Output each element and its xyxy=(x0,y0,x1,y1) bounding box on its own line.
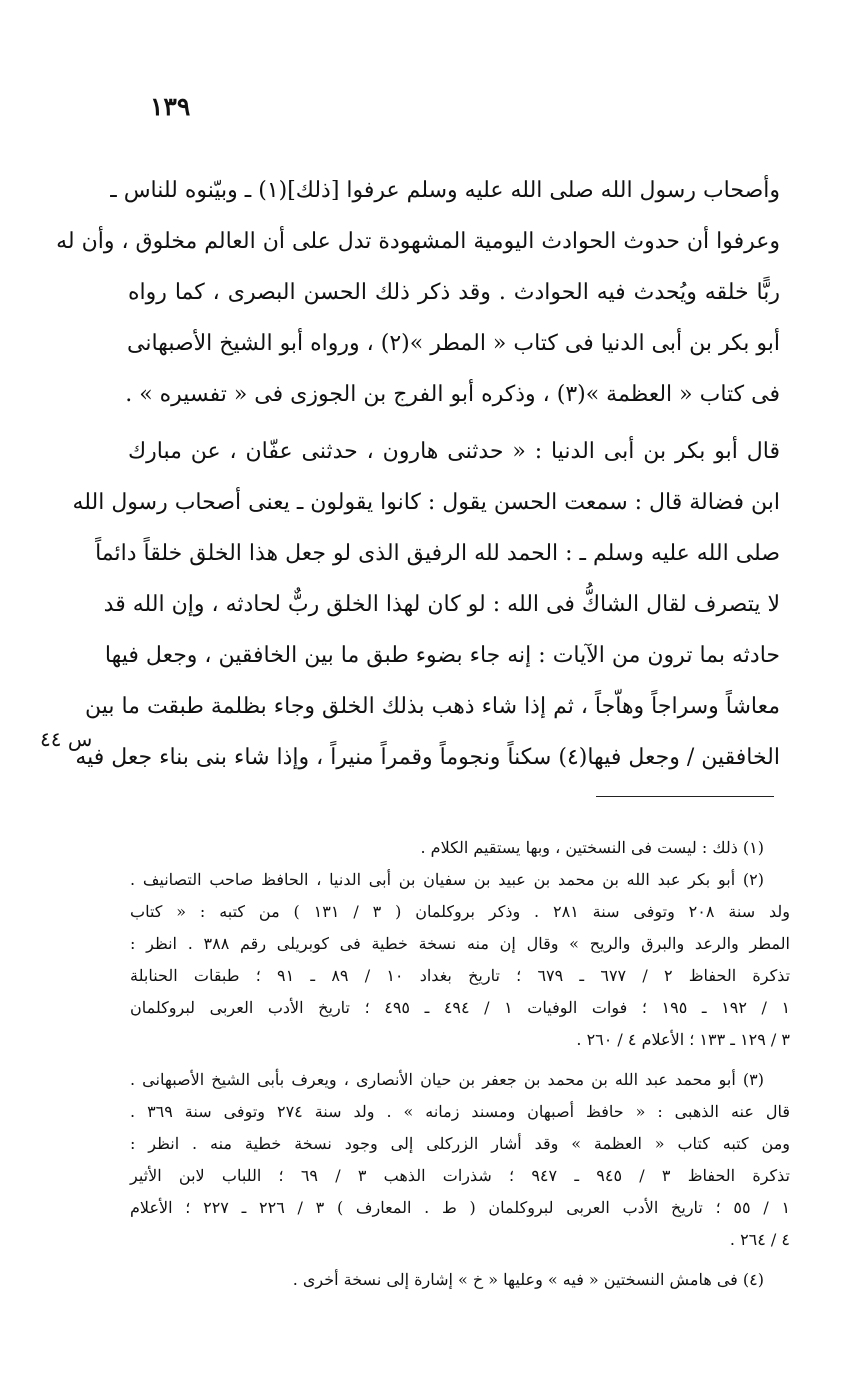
footnote-3-line: ١ / ٥٥ ؛ تاريخ الأدب العربى لبروكلمان ( ط . المعارف ) ٣ / ٢٢٦ ـ ٢٢٧ ؛ الأعلام xyxy=(130,1198,791,1217)
footnote-3-line: ٤ / ٢٦٤ . xyxy=(729,1230,790,1249)
footnote-1-line: (١) ذلك : ليست فى النسختين ، وبها يستقيم الكلام . xyxy=(420,838,764,857)
main-line: فى كتاب « العظمة »(٣) ، وذكره أبو الفرج بن الجوزى فى « تفسيره » . xyxy=(125,382,780,407)
main-line: صلى الله عليه وسلم ـ : الحمد لله الرفيق الذى لو جعل هذا الخلق خلقاً دائماً xyxy=(95,541,780,566)
footnote-4-line: (٤) فى هامش النسختين « فيه » وعليها « خ » إشارة إلى نسخة أخرى . xyxy=(292,1270,764,1289)
footnote-3-line: ومن كتبه كتاب « العظمة » وقد أشار الزركلى إلى وجود نسخة خطية منه . انظر : xyxy=(130,1134,790,1153)
main-line: معاشاً وسراجاً وهاّجاً ، ثم إذا شاء ذهب بذلك الخلق وجاء بظلمة طبقت ما بين xyxy=(84,694,780,719)
footnote-2-line: (٢) أبو بكر عبد الله بن محمد بن عبيد بن سفيان بن أبى الدنيا ، الحافظ صاحب التصانيف . xyxy=(130,870,764,889)
main-line: حادثه بما ترون من الآيات : إنه جاء بضوء طبق ما بين الخافقين ، وجعل فيها xyxy=(104,643,780,668)
footnote-3-line: (٣) أبو محمد عبد الله بن محمد بن جعفر بن حيان الأنصارى ، ويعرف بأبى الشيخ الأصبهانى . xyxy=(130,1070,764,1089)
main-line: وعرفوا أن حدوث الحوادث اليومية المشهودة تدل على أن العالم مخلوق ، وأن له xyxy=(56,229,780,254)
footnote-2-line: المطر والرعد والبرق والريح » وقال إن منه نسخة خطية فى كوبريلى رقم ٣٨٨ . انظر : xyxy=(130,934,790,953)
footnote-2-line: تذكرة الحفاظ ٢ / ٦٧٧ ـ ٦٧٩ ؛ تاريخ بغداد ١٠ / ٨٩ ـ ٩١ ؛ طبقات الحنابلة xyxy=(130,966,791,985)
footnote-3-line: تذكرة الحفاظ ٣ / ٩٤٥ ـ ٩٤٧ ؛ شذرات الذهب ٣ / ٦٩ ؛ اللباب لابن الأثير xyxy=(130,1166,791,1185)
footnote-2-line: ٣ / ١٢٩ ـ ١٣٣ ؛ الأعلام ٤ / ٢٦٠ . xyxy=(576,1030,790,1049)
footnote-divider xyxy=(596,796,774,797)
main-line: الخافقين / وجعل فيها(٤) سكناً ونجوماً وقمراً منيراً ، وإذا شاء بنى بناء جعل فيه xyxy=(75,745,780,770)
footnote-3-line: قال عنه الذهبى : « حافظ أصبهان ومسند زمانه » . ولد سنة ٢٧٤ وتوفى سنة ٣٦٩ . xyxy=(130,1102,791,1121)
main-line: ربًّا خلقه ويُحدث فيه الحوادث . وقد ذكر ذلك الحسن البصرى ، كما رواه xyxy=(128,280,780,305)
footnotes xyxy=(130,832,790,1296)
main-line: قال أبو بكر بن أبى الدنيا : « حدثنى هارون ، حدثنى عفّان ، عن مبارك xyxy=(128,439,780,464)
footnote-2-line: ولد سنة ٢٠٨ وتوفى سنة ٢٨١ . وذكر بروكلمان ( ٣ / ١٣١ ) من كتبه : « كتاب xyxy=(130,902,791,921)
main-line: أبو بكر بن أبى الدنيا فى كتاب « المطر »(٢) ، ورواه أبو الشيخ الأصبهانى xyxy=(127,331,780,356)
footnote-2-line: ١ / ١٩٢ ـ ١٩٥ ؛ فوات الوفيات ١ / ٤٩٤ ـ ٤٩٥ ؛ تاريخ الأدب العربى لبروكلمان xyxy=(130,998,791,1017)
main-line: ابن فضالة قال : سمعت الحسن يقول : كانوا يقولون ـ يعنى أصحاب رسول الله xyxy=(72,490,780,515)
main-line: لا يتصرف لقال الشاكُّ فى الله : لو كان لهذا الخلق ربٌّ لحادثه ، وإن الله قد xyxy=(103,592,780,617)
footnote-gap xyxy=(130,1056,790,1064)
margin-manuscript-reference: س ٤٤ xyxy=(40,727,93,751)
main-line: وأصحاب رسول الله صلى الله عليه وسلم عرفوا [ذلك](١) ـ وبيّنوه للناس ـ xyxy=(110,178,780,203)
footnote-gap xyxy=(130,1256,790,1264)
page-number: ١٣٩ xyxy=(150,92,191,121)
